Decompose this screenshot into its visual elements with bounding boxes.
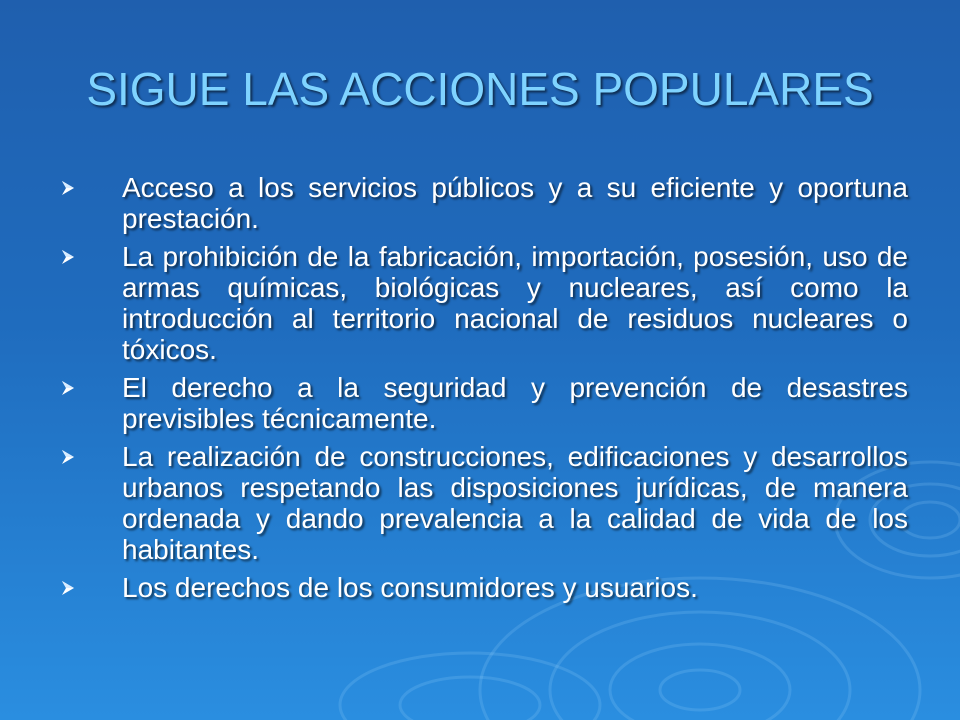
arrow-bullet-icon xyxy=(60,249,76,265)
bullet-list xyxy=(58,172,908,610)
list-item xyxy=(58,572,908,603)
arrow-bullet-icon xyxy=(60,580,76,596)
list-item xyxy=(58,372,908,434)
bullet-text: El derecho a la seguridad y prevención de desastres previsibles técnicamente. xyxy=(122,372,908,434)
bullet-text: Acceso a los servicios públicos y a su eficiente y oportuna prestación. xyxy=(122,172,908,234)
list-item xyxy=(58,172,908,234)
bullet-text: La realización de construcciones, edificaciones y desarrollos urbanos respetando las disposiciones jurídicas, de manera ordenada y dando prevalencia a la calidad de vida de los habitantes. xyxy=(122,441,908,565)
arrow-bullet-icon xyxy=(60,449,76,465)
bullet-text: Los derechos de los consumidores y usuarios. xyxy=(122,572,698,603)
list-item xyxy=(58,241,908,365)
slide-title: SIGUE LAS ACCIONES POPULARES xyxy=(86,63,874,115)
bullet-text: La prohibición de la fabricación, importación, posesión, uso de armas químicas, biológicas y nucleares, así como la introducción al territorio nacional de residuos nucleares o tóxicos. xyxy=(122,241,908,365)
arrow-bullet-icon xyxy=(60,380,76,396)
list-item xyxy=(58,441,908,565)
arrow-bullet-icon xyxy=(60,180,76,196)
